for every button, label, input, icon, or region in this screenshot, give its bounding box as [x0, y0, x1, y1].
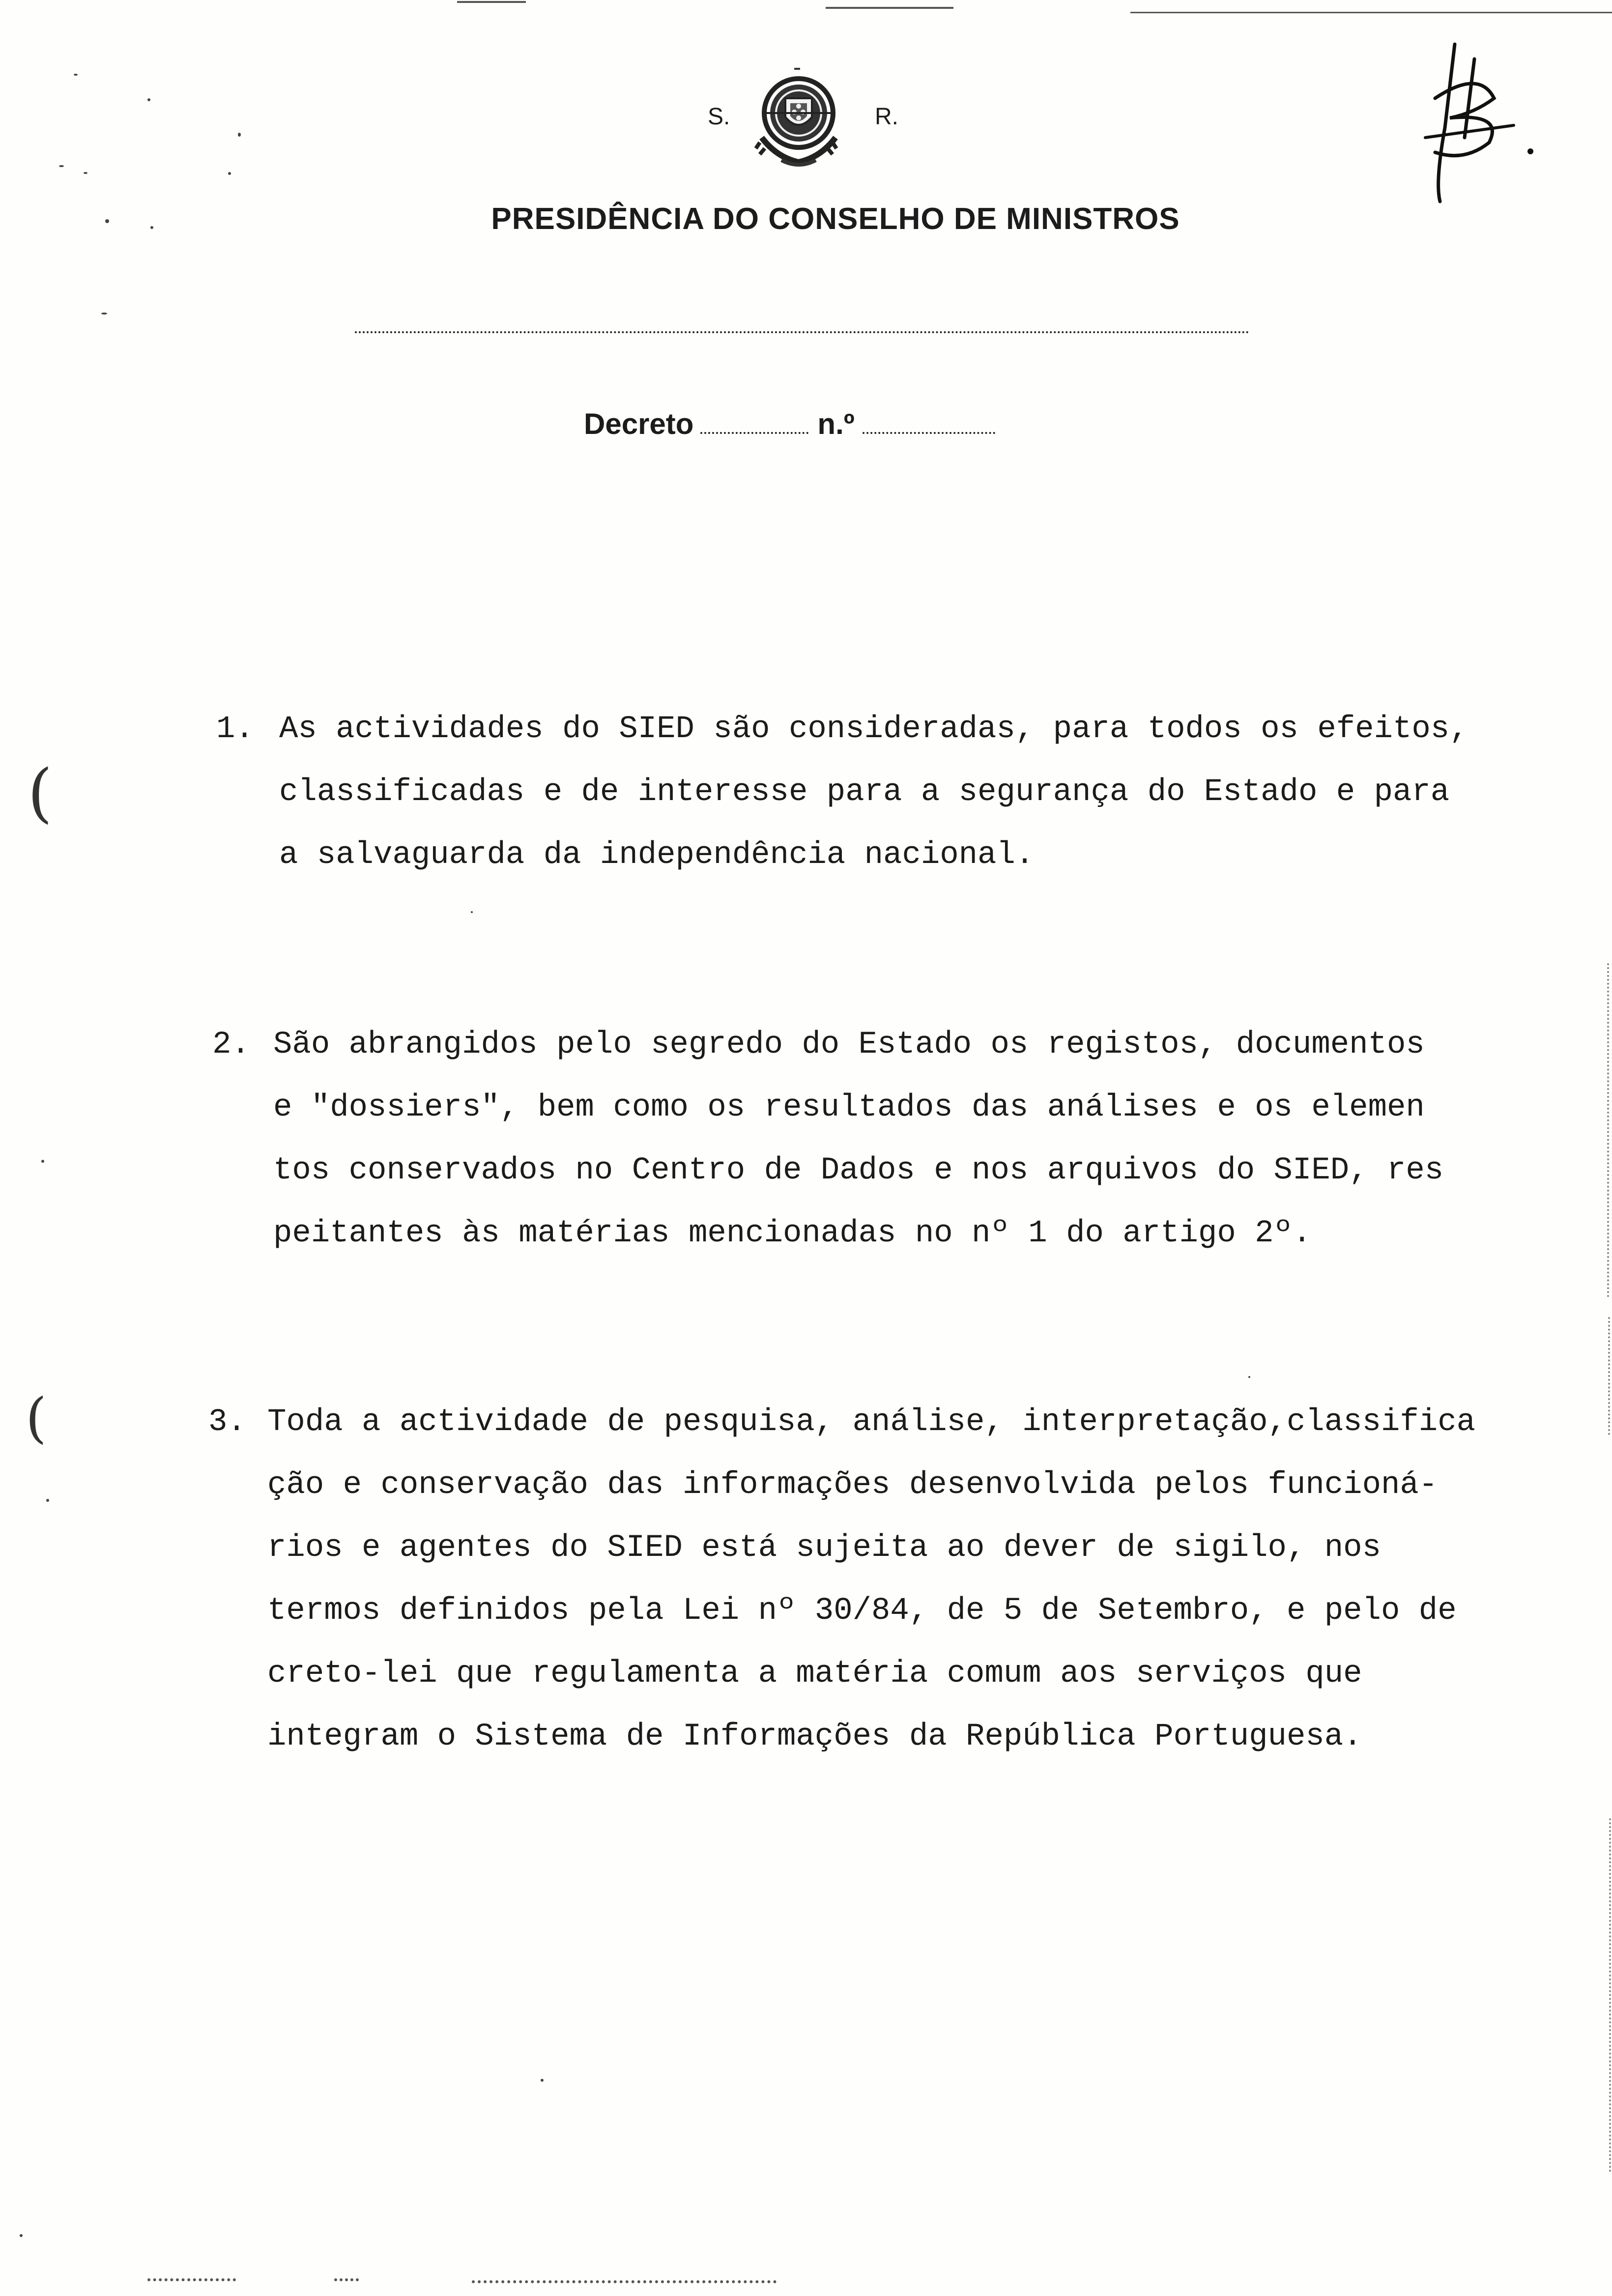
scan-speck [20, 2234, 23, 2237]
scan-speck [74, 74, 78, 76]
paragraph-line: e "dossiers", bem como os resultados das análises e os elemen [273, 1090, 1425, 1125]
decree-line [584, 407, 995, 441]
scan-speck [541, 2079, 544, 2082]
decree-label: Decreto [584, 407, 694, 440]
paragraph-1 [279, 698, 1468, 887]
scan-line-top [1130, 12, 1612, 13]
paragraph-2 [273, 1013, 1443, 1265]
header-s-letter: S. [708, 104, 730, 130]
number-label: n.º [817, 407, 855, 440]
paragraph-line: classificadas e de interesse para a segurança do Estado e para [279, 775, 1450, 810]
scan-speck [101, 313, 107, 315]
margin-mark: ( [28, 755, 53, 830]
header-r-letter: R. [875, 104, 898, 130]
number-blank [863, 431, 995, 434]
scan-speck [84, 172, 87, 174]
scan-line-top [826, 7, 953, 9]
scan-speck [238, 133, 241, 137]
paragraph-line: a salvaguarda da independência nacional. [279, 837, 1035, 873]
scan-edge-dots [1607, 963, 1611, 1297]
paragraph-line: tos conservados no Centro de Dados e nos arquivos do SIED, res [273, 1153, 1444, 1188]
scan-speck [46, 1499, 49, 1502]
paragraph-line: peitantes às matérias mencionadas no nº 1 do artigo 2º. [273, 1216, 1312, 1251]
coat-of-arms-icon [747, 64, 850, 177]
scan-speck [59, 165, 64, 167]
scan-bottom-dots [147, 2278, 236, 2281]
scan-speck [228, 172, 231, 175]
paragraph-line: creto-lei que regulamenta a matéria comum aos serviços que [267, 1656, 1362, 1692]
paragraph-line: Toda a actividade de pesquisa, análise, interpretação,classifica [267, 1405, 1475, 1440]
paragraph-number: 1. [216, 712, 254, 747]
margin-mark: ( [26, 1386, 47, 1449]
paragraph-number: 3. [208, 1405, 246, 1440]
paragraph-line: ção e conservação das informações desenvolvida pelos funcioná- [267, 1467, 1438, 1503]
scan-bottom-dots [334, 2278, 359, 2281]
handwritten-initials [1415, 39, 1543, 226]
paragraph-line: integram o Sistema de Informações da República Portuguesa. [267, 1719, 1362, 1754]
decree-blank [700, 431, 808, 434]
paragraph-line: São abrangidos pelo segredo do Estado os registos, documentos [273, 1027, 1425, 1062]
scan-speck [41, 1160, 44, 1163]
paragraph-line: rios e agentes do SIED está sujeita ao dever de sigilo, nos [267, 1530, 1381, 1566]
paragraph-3 [267, 1391, 1475, 1768]
scan-bottom-dots [472, 2280, 777, 2283]
scan-edge-dots [1608, 1317, 1612, 1435]
scan-speck [471, 911, 473, 913]
scan-speck [1248, 1376, 1250, 1378]
paragraph-line: As actividades do SIED são consideradas, para todos os efeitos, [279, 712, 1468, 747]
scan-speck [147, 98, 150, 101]
header-divider [355, 331, 1249, 333]
scan-line-top [457, 1, 526, 3]
scan-edge-dots [1609, 1818, 1612, 2172]
ministry-title: PRESIDÊNCIA DO CONSELHO DE MINISTROS [491, 202, 1180, 236]
paragraph-line: termos definidos pela Lei nº 30/84, de 5 de Setembro, e pelo de [267, 1593, 1457, 1629]
paragraph-number: 2. [212, 1027, 250, 1062]
